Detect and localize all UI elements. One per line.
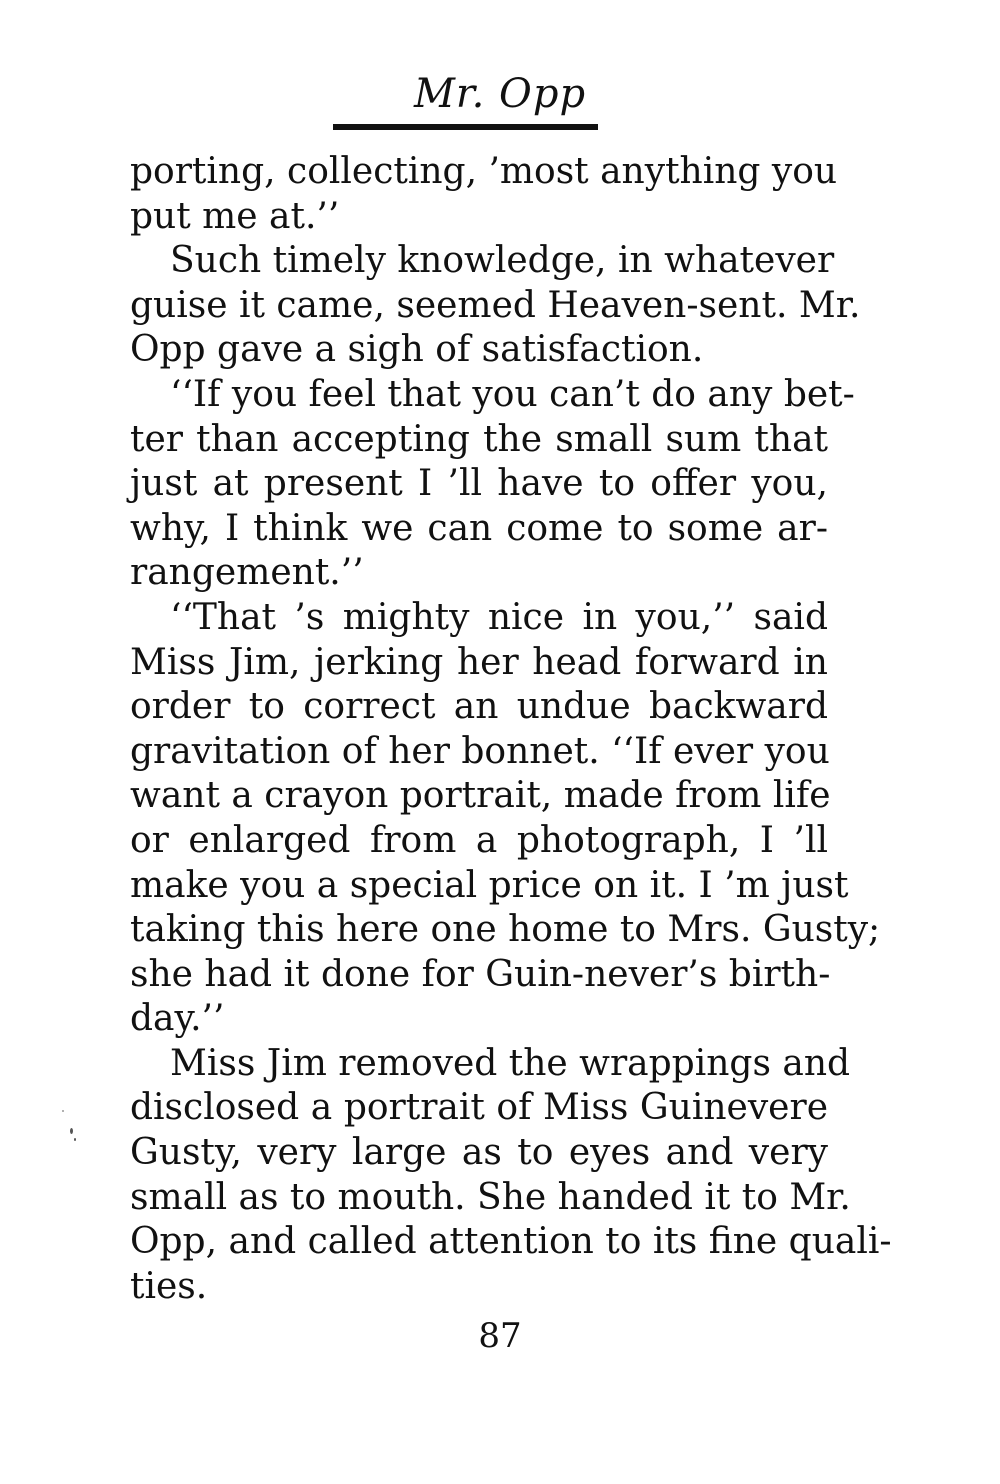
text-line: Such timely knowledge, in whatever: [170, 240, 835, 282]
running-head: Mr. Opp: [413, 71, 587, 117]
text-line: or enlarged from a photograph, I ’ll: [130, 819, 828, 861]
text-line: Opp, and called attention to its fine quali-: [130, 1221, 892, 1263]
page-number: 87: [478, 1316, 522, 1356]
scan-speck: [70, 1128, 73, 1134]
text-line: ‘‘If you feel that you can’t do any bet-: [170, 373, 855, 415]
scan-speck: [74, 1138, 76, 1141]
text-line: order to correct an undue backward: [130, 686, 828, 728]
text-line: put me at.’’: [130, 195, 340, 237]
text-line: Opp gave a sigh of satisfaction.: [130, 329, 704, 371]
text-line: she had it done for Guin-never’s birth-: [130, 953, 831, 995]
text-line: make you a special price on it. I ’m just: [130, 864, 849, 906]
text-line: rangement.’’: [130, 552, 364, 594]
text-line: taking this here one home to Mrs. Gusty;: [130, 909, 881, 951]
text-line: guise it came, seemed Heaven-sent. Mr.: [130, 284, 861, 326]
text-line: ter than accepting the small sum that: [130, 418, 828, 460]
text-line: just at present I ’ll have to offer you,: [130, 463, 828, 505]
text-line: Miss Jim, jerking her head forward in: [130, 641, 828, 683]
text-line: day.’’: [130, 998, 225, 1040]
text-line: Gusty, very large as to eyes and very: [130, 1132, 828, 1174]
text-line: gravitation of her bonnet. ‘‘If ever you: [130, 730, 830, 772]
text-line: ‘‘That ’s mighty nice in you,’’ said: [170, 596, 828, 638]
scan-speck: [62, 1110, 64, 1112]
text-line: disclosed a portrait of Miss Guinevere: [130, 1087, 828, 1129]
head-rule: [333, 124, 598, 130]
text-line: ties.: [130, 1265, 208, 1307]
text-line: why, I think we can come to some ar-: [130, 507, 828, 549]
text-line: porting, collecting, ’most anything you: [130, 151, 838, 192]
text-line: small as to mouth. She handed it to Mr.: [130, 1176, 851, 1218]
text-line: want a crayon portrait, made from life: [130, 775, 831, 817]
text-line: Miss Jim removed the wrappings and: [170, 1042, 851, 1084]
body-text: [130, 150, 892, 1309]
